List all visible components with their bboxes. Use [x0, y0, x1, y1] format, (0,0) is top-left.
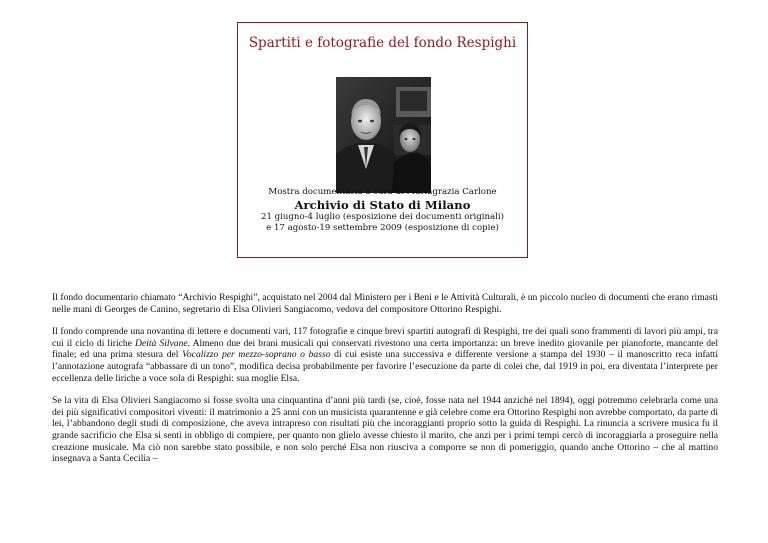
title-deita-silvane: Deità Silvane [135, 337, 188, 349]
article-body [52, 292, 718, 476]
paragraph-2-part-c: di cui esiste una successiva e differente versione a stampa del 1930 – il manoscritto reca infatti l’annotazione autografa “abbassare di un tono”, modifica decisa probabilmente per favorire l’esecuzione da parte di colei che, dal 1919 in poi, era diventata l’interprete per eccellenza delle liriche a voce sola di Respighi: sua moglie Elsa. [52, 349, 718, 384]
paragraph-2 [52, 326, 718, 384]
paragraph-2-part-a: Il fondo comprende una novantina di lettere e documenti vari, 117 fotografie e cinque brevi spartiti autografi di Respighi, tre dei quali sono frammenti di lavori più ampi, tra cui il ciclo di liriche [52, 326, 718, 349]
dates-line-2: e 17 agosto-19 settembre 2009 (esposizione di copie) [266, 223, 499, 233]
exhibition-header-box [237, 22, 528, 258]
paragraph-3: Se la vita di Elsa Olivieri Sangiacomo si fosse svolta una cinquantina d’anni più tardi (se, cioè, fosse nata nel 1944 anziché nel 1894), oggi potremmo celebrarla come una dei più significativi compositori viventi: il matrimonio a 25 anni con un musicista quarantenne e già celebre come era Ottorino Respighi non avrebbe comportato, da parte di lei, l’abbandono degli studi di composizione, che aveva intrapreso con risultati più che incoraggianti proprio sotto la guida di Respighi. La rinuncia a scrivere musica fu il grande sacrificio che Elsa si sentì in obbligo di compiere, per quanto non glielo avesse chiesto il marito, che anzi per i primi tempi cercò di incoraggiarla a proseguire nella creazione musicale. Ma ciò non sarebbe stato possibile, e non solo perché Elsa non riusciva a comporre se non di pomeriggio, quando anche Ottorino – che al mattino insegnava a Santa Cecilia – [52, 395, 718, 465]
title-vocalizzo: Vocalizzo per mezzo-soprano o basso [182, 349, 331, 361]
curator-line: Mostra documentaria a cura di Mariagrazia Carlone [268, 187, 497, 197]
paragraph-1: Il fondo documentario chiamato “Archivio Respighi”, acquistato nel 2004 dal Ministero per i Beni e le Attività Culturali, è un piccolo nucleo di documenti che erano rimasti nelle mani di Georges de Canino, segretario di Elsa Olivieri Sangiacomo, vedova del compositore Ottorino Respighi. [52, 292, 718, 315]
portrait-photo [336, 77, 431, 193]
archive-name: Archivio di Stato di Milano [294, 198, 471, 212]
dates-line-1: 21 giugno-4 luglio (esposizione dei documenti originali) [260, 212, 505, 222]
portrait-photo-image [336, 77, 431, 193]
paragraph-2-part-b: . Almeno due dei brani musicali qui conservati rivestono una certa importanza: un breve inedito giovanile per pianoforte, mancante del finale; ed una prima stesura del [52, 337, 719, 361]
exhibition-title: Spartiti e fotografie del fondo Respighi [248, 35, 517, 51]
exhibition-caption [238, 187, 527, 234]
